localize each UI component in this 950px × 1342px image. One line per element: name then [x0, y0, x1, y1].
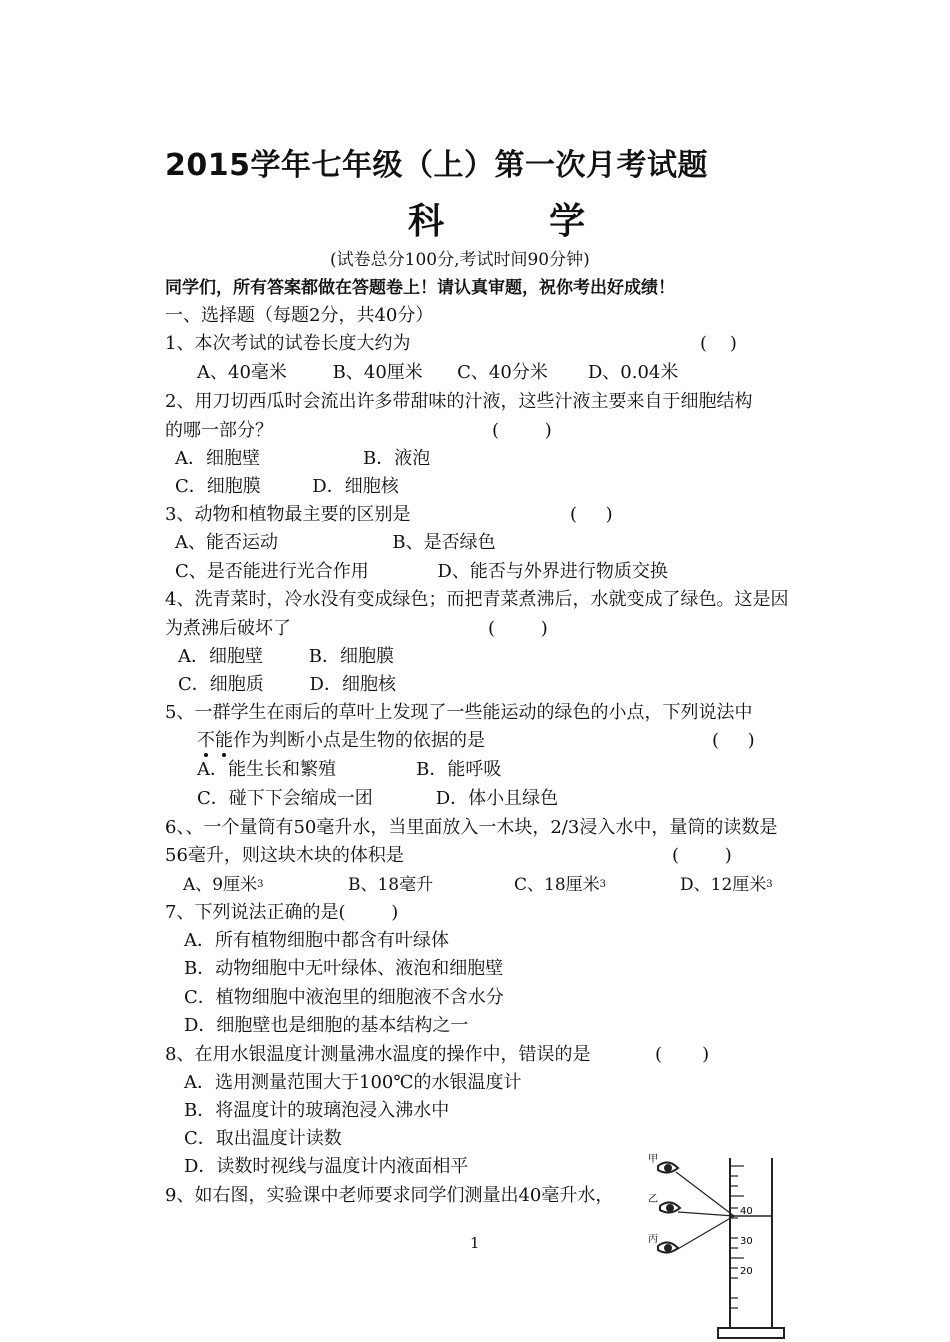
section-heading: 一、选择题（每题2分，共40分）: [165, 305, 434, 326]
q4-stem-line2: 为煮沸后破坏了: [165, 618, 291, 639]
q8-option-a: A．选用测量范围大于100℃的水银温度计: [184, 1072, 522, 1093]
q6-option-d: D、12厘米$^3$: [680, 875, 773, 895]
q8-option-c: C．取出温度计读数: [184, 1128, 342, 1149]
q2-options-row2: C．细胞膜 D．细胞核: [175, 476, 399, 497]
q7-option-d: D．细胞壁也是细胞的基本结构之一: [184, 1015, 469, 1036]
q1-answer-paren: ( ): [700, 333, 737, 354]
eye-label: 丙: [648, 1234, 658, 1245]
q2-stem-line1: 2、用刀切西瓜时会流出许多带甜味的汁液，这些汁液主要来自于细胞结构: [165, 391, 753, 412]
q4-options-row1: A．细胞壁 B．细胞膜: [178, 646, 394, 667]
q7-stem: 7、下列说法正确的是( ): [165, 902, 399, 923]
q3-options-row1: A、能否运动 B、是否绿色: [175, 532, 496, 553]
q5-options-row1: A．能生长和繁殖 B．能呼吸: [197, 759, 502, 780]
exam-info: (试卷总分100分,考试时间90分钟): [330, 250, 590, 270]
q5-options-row2: C．碰下下会缩成一团 D．体小且绿色: [197, 788, 559, 809]
q7-option-c: C．植物细胞中液泡里的细胞液不含水分: [184, 987, 504, 1008]
q4-stem-line1: 4、洗青菜时，冷水没有变成绿色；而把青菜煮沸后，水就变成了绿色。这是因: [165, 589, 789, 610]
q3-options-row2: C、是否能进行光合作用 D、能否与外界进行物质交换: [175, 561, 668, 582]
q2-options-row1: A．细胞壁 B．液泡: [175, 448, 431, 469]
scale-label: 30: [740, 1236, 753, 1247]
emphasis-dot: [204, 753, 208, 757]
page-number: 1: [470, 1234, 480, 1252]
q2-stem-line2: 的哪一部分？: [165, 420, 273, 441]
q6-stem-line1: 6、、一个量筒有50毫升水，当里面放入一木块，2/3浸入水中，量筒的读数是: [165, 817, 778, 838]
exam-notice: 同学们，所有答案都做在答题卷上！请认真审题，祝你考出好成绩！: [165, 278, 675, 298]
q6-answer-paren: ( ): [672, 845, 732, 866]
q5-stem-line2: 不能作为判断小点是生物的依据的是: [197, 730, 485, 751]
q7-option-a: A．所有植物细胞中都含有叶绿体: [184, 930, 449, 951]
q6-option-b: B、18毫升: [348, 875, 434, 895]
q4-answer-paren: ( ): [488, 618, 548, 639]
q2-answer-paren: ( ): [492, 420, 552, 441]
q9-stem: 9、如右图，实验课中老师要求同学们测量出40毫升水，: [165, 1185, 614, 1206]
q8-option-d: D．读数时视线与温度计内液面相平: [184, 1156, 469, 1177]
q1-options: A、40毫米 B、40厘米 C、40分米 D、0.04米: [197, 362, 679, 383]
q1-stem: 1、本次考试的试卷长度大约为: [165, 333, 411, 354]
q6-stem-line2: 56毫升，则这块木块的体积是: [165, 845, 404, 866]
exam-title: 2015学年七年级（上）第一次月考试题: [165, 148, 708, 183]
scale-label: 40: [740, 1206, 753, 1217]
eye-label: 甲: [648, 1154, 658, 1165]
subject-heading: 科 学: [408, 201, 586, 242]
emphasis-dot: [222, 753, 226, 757]
scale-label: 20: [740, 1266, 753, 1277]
q5-stem-line1: 5、一群学生在雨后的草叶上发现了一些能运动的绿色的小点，下列说法中: [165, 702, 753, 723]
eye-label: 乙: [648, 1194, 658, 1205]
q6-option-c: C、18厘米$^3$: [514, 875, 607, 895]
q4-options-row2: C．细胞质 D．细胞核: [178, 674, 396, 695]
q3-stem: 3、动物和植物最主要的区别是: [165, 504, 411, 525]
q8-stem: 8、在用水银温度计测量沸水温度的操作中，错误的是: [165, 1044, 591, 1065]
q8-answer-paren: ( ): [655, 1044, 710, 1065]
q3-answer-paren: ( ): [570, 504, 613, 525]
q8-option-b: B．将温度计的玻璃泡浸入沸水中: [184, 1100, 450, 1121]
eye-icon: [658, 1162, 680, 1252]
q7-option-b: B．动物细胞中无叶绿体、液泡和细胞壁: [184, 958, 504, 979]
graduated-cylinder-figure: [648, 1150, 808, 1342]
q6-option-a: A、9厘米$^3$: [183, 875, 264, 895]
q5-answer-paren: ( ): [712, 730, 755, 751]
